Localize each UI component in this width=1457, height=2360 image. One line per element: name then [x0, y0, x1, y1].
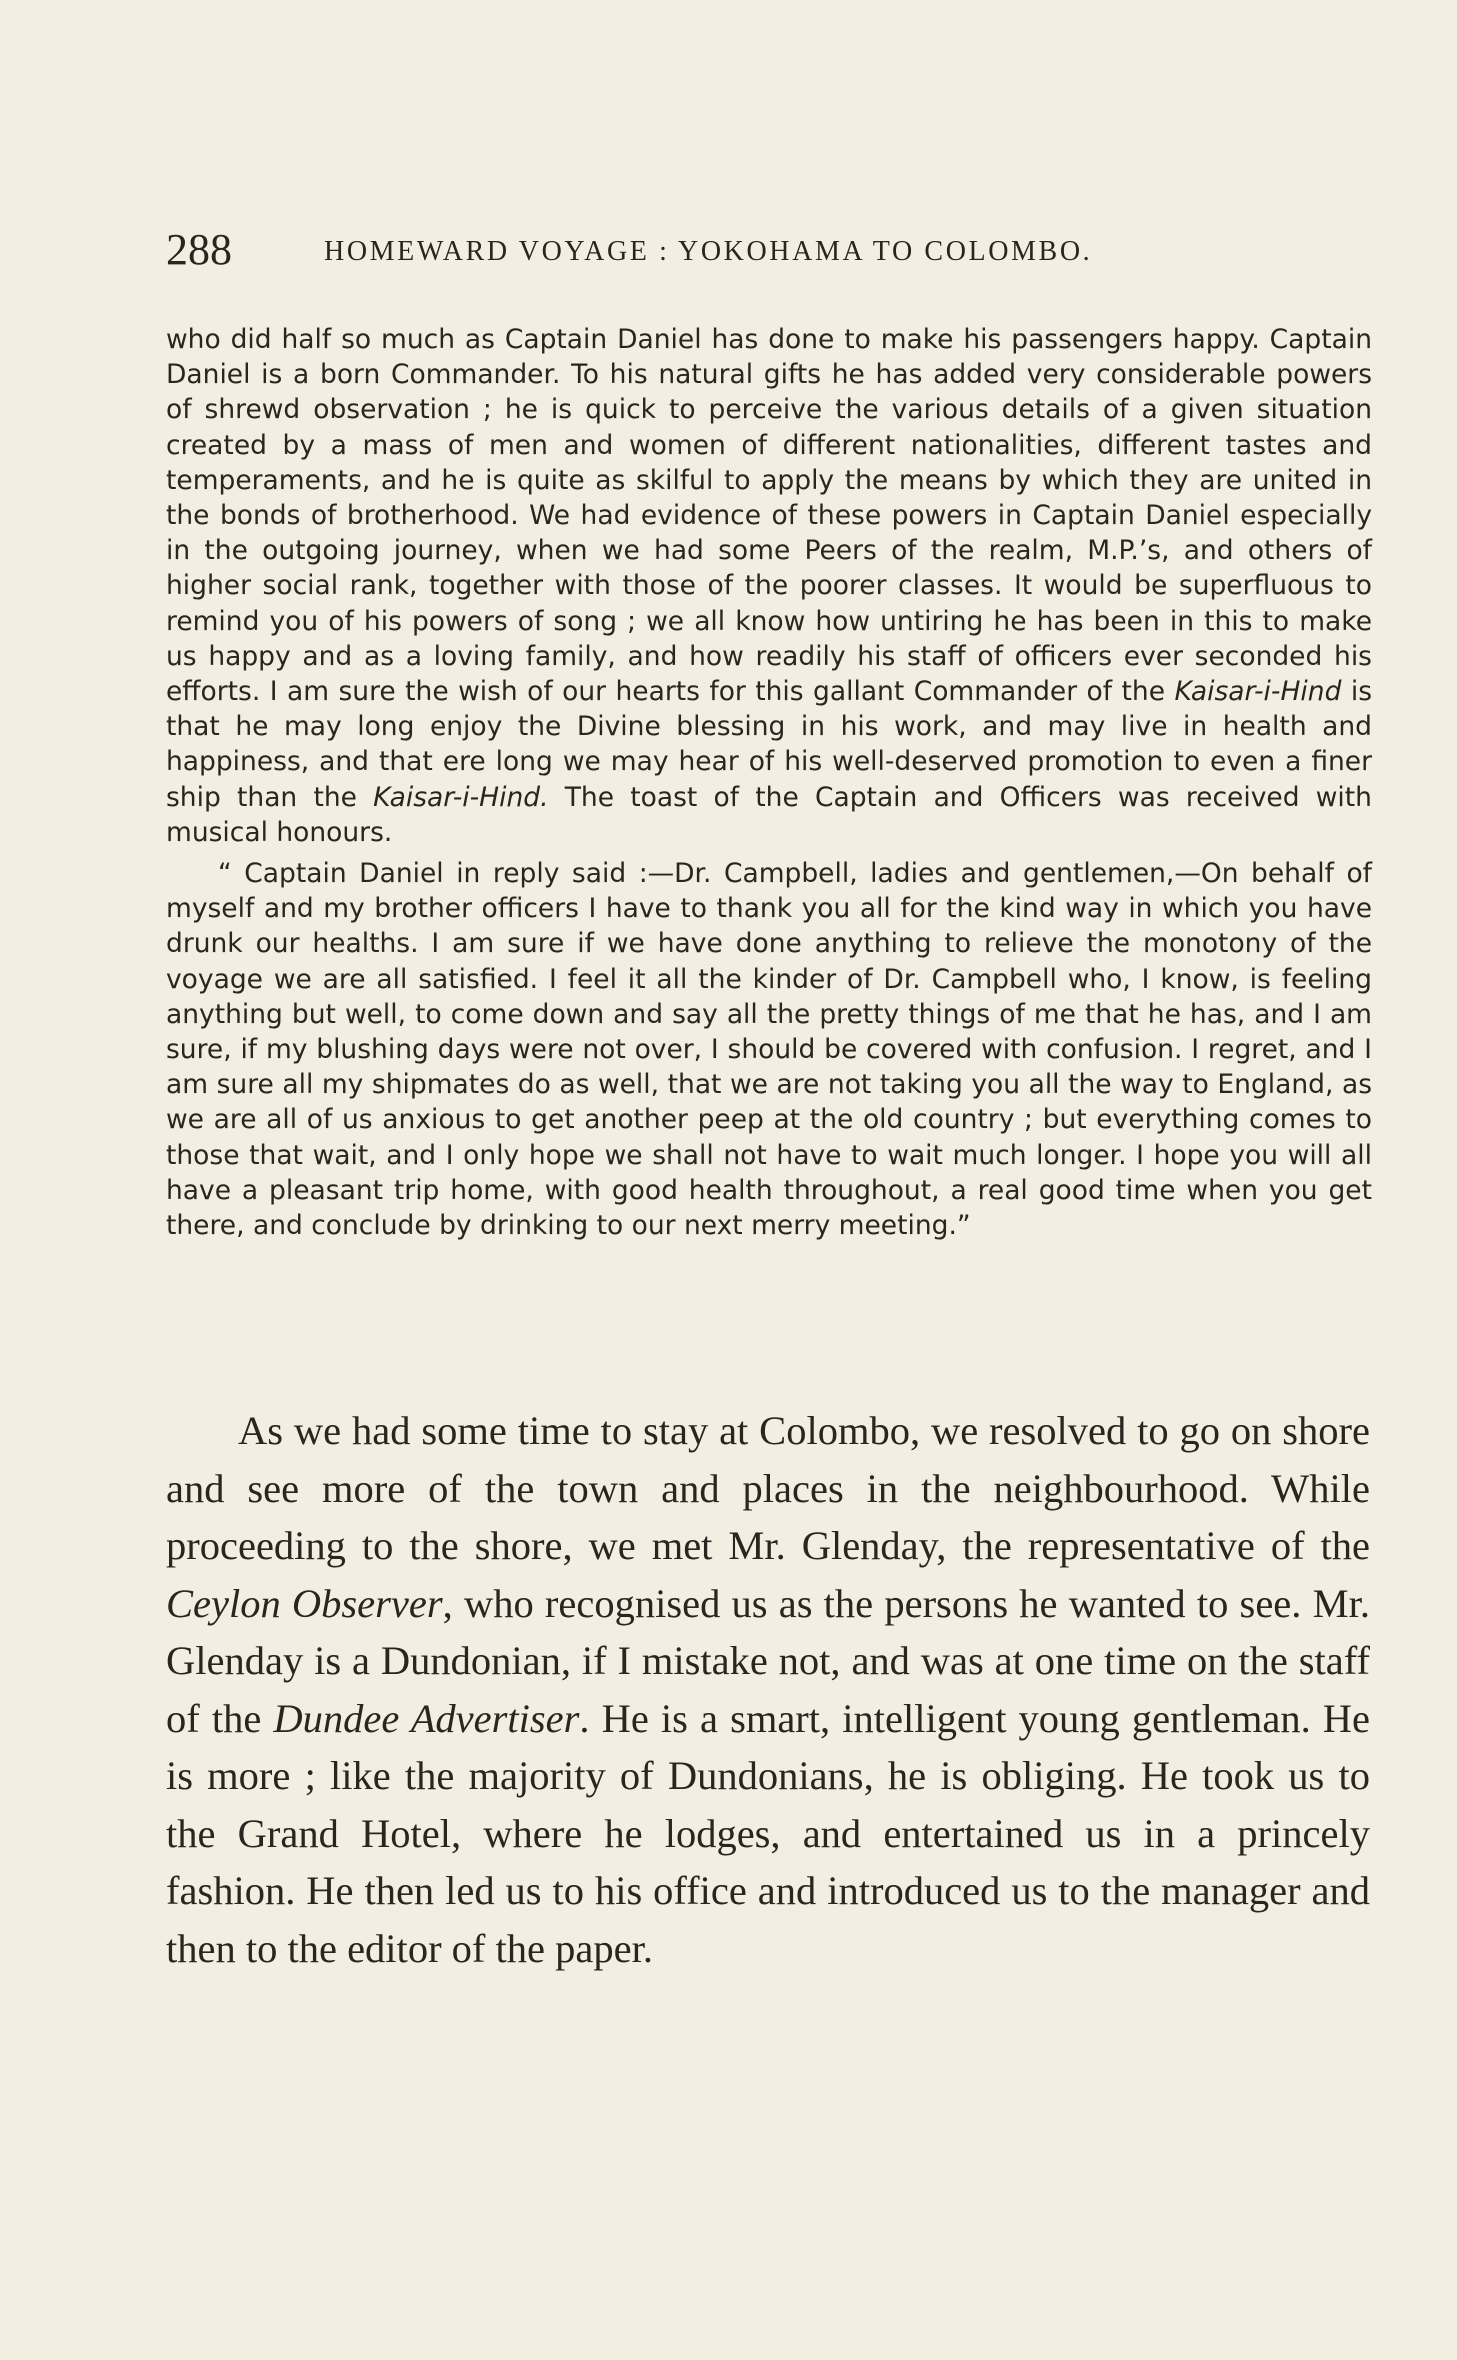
main-text-3: . He is a smart, intelligent young gentleman. He is more ; like the majority of Dundonians, he is obliging. He took us to the Grand Hotel, where he lodges, and entertained us in a princely fashion. He then led us to his office and introduced us to the manager and then to the editor of the paper. [166, 1695, 1371, 1971]
main-text-block [166, 1402, 1370, 1977]
main-text-1: As we had some time to stay at Colombo, we resolved to go on shore and see more of the town and places in the neighbourhood. While proceeding to the shore, we met Mr. Glenday, the representative of the [166, 1408, 1370, 1568]
quoted-text-2: is that he may long enjoy the Divine blessing in his work, and may live in health and happiness, and that ere long we may hear of his well-deserved promotion to even a finer ship than the [166, 676, 1373, 813]
quoted-speech-block [166, 322, 1372, 1243]
running-head [166, 222, 1224, 282]
newspaper-name-2: Dundee Advertiser [273, 1695, 580, 1741]
quoted-text-1: who did half so much as Captain Daniel has done to make his passengers happy. Captain Daniel is a born Commander. To his natural gifts he has added very considerable powers of shrewd observation ; he is quick to perceive the various details of a given situation created by a mass of men and women of different nationalities, different tastes and temperaments, and he is quite as skilful to apply the means by which they are united in the bonds of brotherhood. We had evidence of these powers in Captain Daniel especially in the outgoing journey, when we had some Peers of the realm, M.P.’s, and others of higher social rank, together with those of the poorer classes. It would be superfluous to remind you of his powers of song ; we all know how untiring he has been in this to make us happy and as a loving family, and how readily his staff of officers ever seconded his efforts. I am sure the wish of our hearts for this gallant Commander of the [166, 324, 1372, 708]
ship-name-1: Kaisar-i-Hind [1174, 676, 1342, 708]
quoted-paragraph-1 [166, 322, 1372, 850]
newspaper-name-1: Ceylon Observer [166, 1580, 443, 1626]
quoted-paragraph-2: “ Captain Daniel in reply said :—Dr. Campbell, ladies and gentlemen,—On behalf of myself and my brother officers I have to thank you all for the kind way in which you have drunk our healths. I am sure if we have done anything to relieve the monotony of the voyage we are all satisfied. I feel it all the kinder of Dr. Campbell who, I know, is feeling anything but well, to come down and say all the pretty things of me that he has, and I am sure, if my blushing days were not over, I should be covered with confusion. I regret, and I am sure all my shipmates do as well, that we are not taking you all the way to England, as we are all of us anxious to get another peep at the old country ; but everything comes to those that wait, and I only hope we shall not have to wait much longer. I hope you will all have a pleasant trip home, with good health throughout, a real good time when you get there, and conclude by drinking to our next merry meeting.” [166, 858, 1372, 1242]
main-text-2: , who recognised us as the persons he wanted to see. Mr. Glenday is a Dundonian, if I mistake not, and was at one time on the staff of the [166, 1580, 1370, 1741]
main-paragraph [166, 1402, 1370, 1977]
running-title: HOMEWARD VOYAGE : YOKOHAMA TO COLOMBO. [324, 236, 1093, 267]
ship-name-2: Kaisar-i-Hind. [373, 781, 549, 813]
quoted-text-3: The toast of the Captain and Officers was received with musical honours. [166, 781, 1372, 848]
page-number: 288 [166, 225, 232, 274]
